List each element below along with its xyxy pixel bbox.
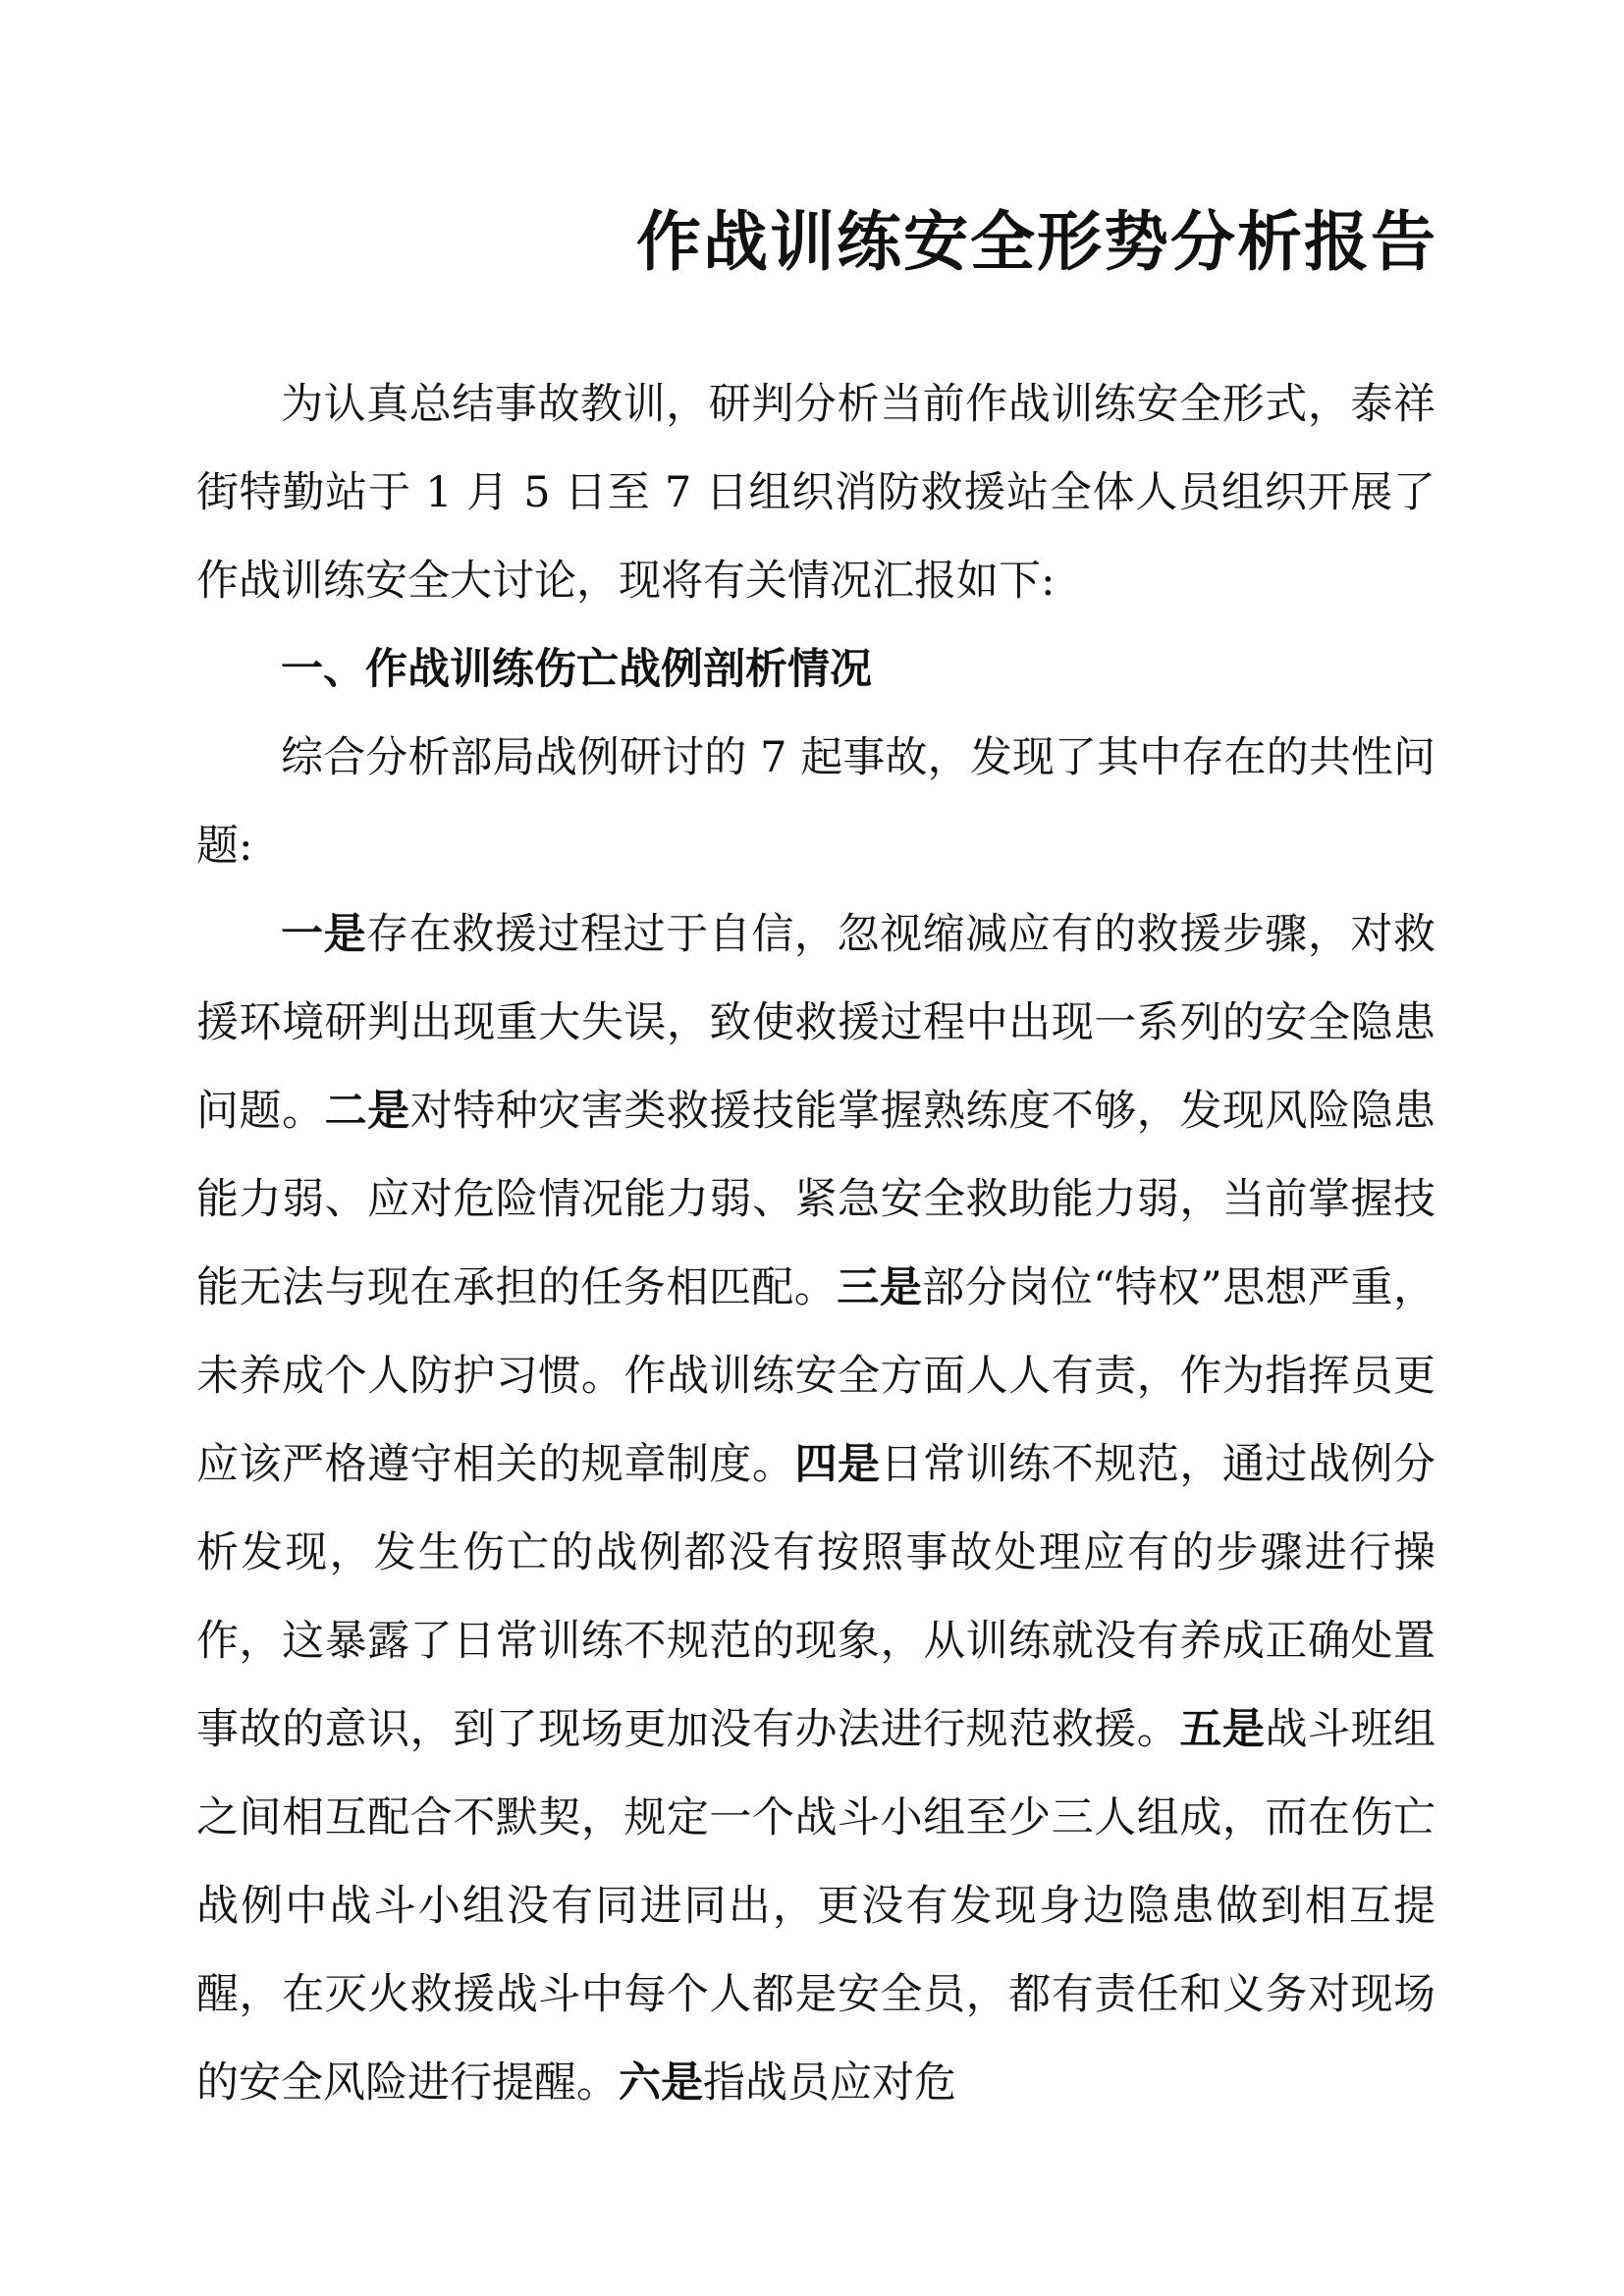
point-lead-2: 二是 <box>324 1087 410 1136</box>
section-heading: 一、作战训练伤亡战例剖析情况 <box>281 645 872 694</box>
findings-paragraph <box>196 890 1435 2127</box>
point-lead-5: 五是 <box>1179 1705 1266 1754</box>
point-text-3: 部分岗位“特权”思想严重，未养成个人防护习惯。作战训练安全方面人人有责，作为指挥员更应该严格遵守相关的规章制度。 <box>196 1263 1436 1489</box>
section-intro-paragraph: 综合分析部局战例研讨的 7 起事故，发现了其中存在的共性问题: <box>196 733 1435 871</box>
document-body <box>196 360 1435 2127</box>
document-title: 作战训练安全形势分析报告 <box>636 203 1437 280</box>
point-text-1: 存在救援过程过于自信，忽视缩减应有的救援步骤，对救援环境研判出现重大失误，致使救援过程中出现一系列的安全隐患问题。 <box>196 910 1436 1136</box>
intro-paragraph: 为认真总结事故教训，研判分析当前作战训练安全形式，泰祥街特勤站于 1 月 5 日至 7 日组织消防救援站全体人员组织开展了作战训练安全大讨论，现将有关情况汇报如下: <box>196 380 1435 606</box>
point-text-6: 指战员应对危 <box>703 2058 956 2108</box>
point-lead-6: 六是 <box>619 2058 703 2108</box>
point-lead-1: 一是 <box>281 910 367 959</box>
point-lead-4: 四是 <box>794 1440 881 1489</box>
point-text-2: 对特种灾害类救援技能掌握熟练度不够，发现风险隐患能力弱、应对危险情况能力弱、紧急安全救助能力弱，当前掌握技能无法与现在承担的任务相匹配。 <box>196 1087 1436 1312</box>
point-text-4: 日常训练不规范，通过战例分析发现，发生伤亡的战例都没有按照事故处理应有的步骤进行操作，这暴露了日常训练不规范的现象，从训练就没有养成正确处置事故的意识，到了现场更加没有办法进行规范救援。 <box>196 1440 1436 1754</box>
point-text-5: 战斗班组之间相互配合不默契，规定一个战斗小组至少三人组成，而在伤亡战例中战斗小组没有同进同出，更没有发现身边隐患做到相互提醒，在灭火救援战斗中每个人都是安全员，都有责任和义务对现场的安全风险进行提醒。 <box>196 1705 1436 2108</box>
point-lead-3: 三是 <box>837 1263 923 1312</box>
